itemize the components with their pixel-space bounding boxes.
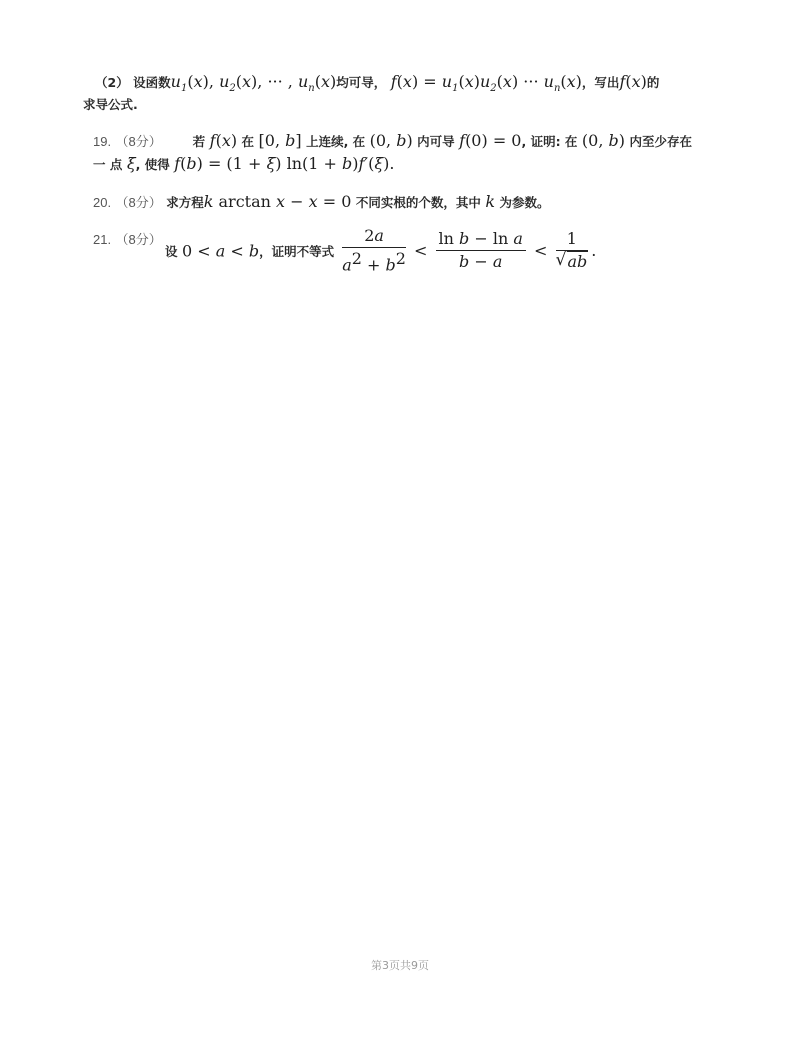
q21-points: （8分）: [115, 232, 162, 247]
math-product: $f(x) = u_1(x)u_2(x)$ ··· $u_n(x)$: [390, 72, 582, 95]
q18-part2-text: 设函数: [133, 75, 171, 90]
fraction-geometric-mean: 1 √ ab: [555, 229, 588, 272]
math-open-interval: (0, b): [581, 131, 625, 150]
q19-text: 一 点: [93, 157, 123, 172]
q20-line: [93, 192, 550, 213]
q19-text: 若: [192, 134, 206, 149]
q18-part2-text: 的: [646, 75, 660, 90]
q20-text: 为参数。: [499, 195, 550, 210]
math-open-interval: (0, b): [369, 131, 413, 150]
math-fx: f(x): [209, 131, 238, 150]
q21-statement: [165, 227, 596, 274]
q19-number: 19.: [93, 134, 112, 149]
q19-text: 在: [241, 134, 255, 149]
math-equation: k arctan x − x = 0: [203, 192, 352, 211]
q21-text: ，证明不等式: [259, 243, 335, 259]
math-condition: 0 < a < b: [181, 241, 260, 261]
math-k: k: [485, 192, 496, 211]
q20-text: 求方程: [166, 195, 204, 210]
q19-text: , 使得: [135, 157, 170, 172]
math-closed-interval: [0, b]: [258, 131, 302, 150]
q18-part2-text: 均可导，: [336, 75, 387, 90]
q18-part2-text: 求导公式.: [83, 97, 138, 112]
q21-text: 设: [165, 243, 178, 259]
math-fx: f(x): [619, 72, 647, 91]
q18-part2-text: ，写出: [581, 75, 620, 90]
math-xi: ξ: [126, 154, 136, 173]
q20-points: （8分）: [115, 195, 162, 210]
q20-text: 不同实根的个数，其中: [355, 195, 481, 210]
math-u-functions: $u_1(x)$, $u_2(x)$, ··· , $u_n(x)$: [170, 72, 337, 95]
q18-part2-line1: [95, 72, 659, 99]
q19-text: 内至少存在: [629, 134, 692, 149]
math-conclusion: f(b) = (1 + ξ) ln(1 + b)f′(ξ).: [174, 154, 395, 173]
q19-points: （8分）: [115, 134, 162, 149]
q21-label: [93, 230, 162, 250]
q21-number: 21.: [93, 232, 112, 247]
math-inequality: $\frac{2a}{a^2 + b^2}$ < $\frac{\text{ln b − ln a}}{b - a}$ < 1 √ ab .: [342, 226, 597, 275]
q20-number: 20.: [93, 195, 112, 210]
q19-text: 上连续, 在: [306, 134, 366, 149]
q19-line1: [93, 131, 692, 152]
q18-part2-label: （2）: [95, 75, 129, 90]
q19-text: , 证明: 在: [521, 134, 578, 149]
fraction-log-mean: $\frac{\text{ln b − ln a}}{b - a}$: [436, 230, 526, 271]
fraction-2a: $\frac{2a}{a^2 + b^2}$: [342, 226, 406, 275]
q19-line2: [93, 154, 394, 175]
page-footer: 第3页共9页: [371, 959, 429, 972]
math-f0: f(0) = 0: [459, 131, 522, 150]
q19-text: 内可导: [417, 134, 455, 149]
q18-part2-line2: [83, 95, 138, 115]
